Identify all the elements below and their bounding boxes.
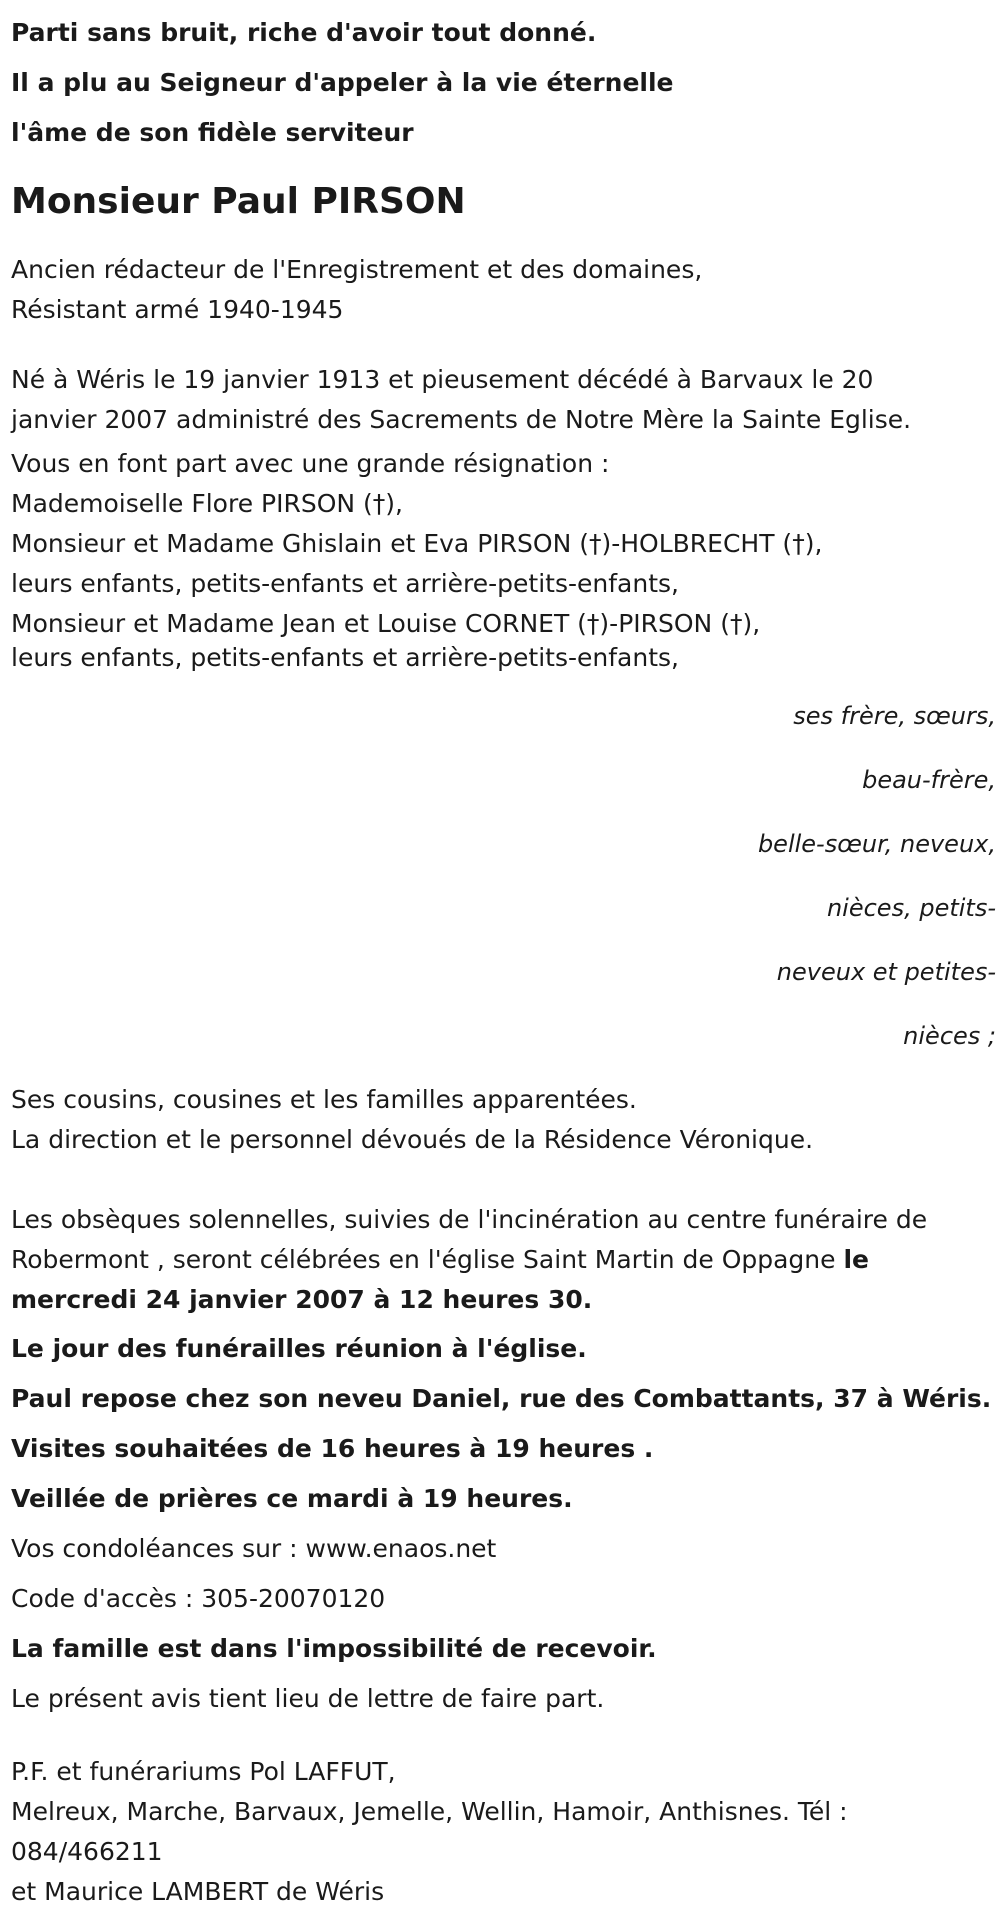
relation-line: beau-frère, (862, 766, 996, 794)
intro-block (11, 8, 996, 158)
relation-line: ses frère, sœurs, (793, 702, 996, 730)
funeral-line-regular: Robermont , seront célébrées en l'église Saint Martin de Oppagne (11, 1245, 844, 1274)
relation-line: nièces ; (903, 1022, 996, 1050)
family-line: leurs enfants, petits-enfants et arrière-petits-enfants, (11, 569, 679, 598)
title-line: Résistant armé 1940-1945 (11, 295, 344, 324)
others-block (11, 1080, 996, 1160)
intro-line: Parti sans bruit, riche d'avoir tout donné. (11, 18, 597, 47)
relation-line: nièces, petits- (826, 894, 996, 922)
funeral-line-bold: le (843, 1245, 870, 1274)
undertaker-line: 084/466211 (11, 1837, 163, 1866)
undertaker-line: Melreux, Marche, Barvaux, Jemelle, Wellin, Hamoir, Anthisnes. Tél : (11, 1797, 848, 1826)
undertaker-line: P.F. et funérariums Pol LAFFUT, (11, 1757, 396, 1786)
condolences-line: Vos condoléances sur : www.enaos.net (11, 1534, 497, 1563)
family-line: Monsieur et Madame Jean et Louise CORNET (†)-PIRSON (†), (11, 609, 761, 638)
intro-line: l'âme de son fidèle serviteur (11, 118, 414, 147)
funeral-line (11, 1240, 996, 1280)
intro-line: Il a plu au Seigneur d'appeler à la vie éternelle (11, 68, 674, 97)
funeral-date: mercredi 24 janvier 2007 à 12 heures 30. (11, 1285, 593, 1314)
others-line: La direction et le personnel dévoués de la Résidence Véronique. (11, 1125, 814, 1154)
undertaker-block (11, 1752, 996, 1912)
birth-death-line: janvier 2007 administré des Sacrements de Notre Mère la Sainte Eglise. (11, 405, 912, 434)
funeral-line: Les obsèques solennelles, suivies de l'incinération au centre funéraire de (11, 1205, 928, 1234)
birth-death-line: Né à Wéris le 19 janvier 1913 et pieusement décédé à Barvaux le 20 (11, 365, 874, 394)
title-line: Ancien rédacteur de l'Enregistrement et des domaines, (11, 255, 703, 284)
notice-line: Le présent avis tient lieu de lettre de faire part. (11, 1684, 605, 1713)
deceased-name: Monsieur Paul PIRSON (11, 181, 466, 222)
bold-note: Paul repose chez son neveu Daniel, rue des Combattants, 37 à Wéris. (11, 1384, 992, 1413)
family-block (11, 444, 996, 672)
funeral-block (11, 1200, 996, 1320)
relation-line: neveux et petites- (776, 958, 996, 986)
others-line: Ses cousins, cousines et les familles apparentées. (11, 1085, 637, 1114)
family-line: Vous en font part avec une grande résignation : (11, 449, 610, 478)
bold-note: Le jour des funérailles réunion à l'église. (11, 1334, 587, 1363)
access-code-line: Code d'accès : 305-20070120 (11, 1584, 386, 1613)
family-line: Monsieur et Madame Ghislain et Eva PIRSON (†)-HOLBRECHT (†), (11, 529, 823, 558)
relation-line: belle-sœur, neveux, (757, 830, 996, 858)
bold-note: Visites souhaitées de 16 heures à 19 heures . (11, 1434, 654, 1463)
titles-block (11, 250, 996, 330)
undertaker-line: et Maurice LAMBERT de Wéris (11, 1877, 385, 1906)
no-reception-line: La famille est dans l'impossibilité de recevoir. (11, 1634, 657, 1663)
family-line: Mademoiselle Flore PIRSON (†), (11, 489, 404, 518)
relations-block (11, 696, 996, 1056)
bold-note: Veillée de prières ce mardi à 19 heures. (11, 1484, 573, 1513)
bold-notes-block (11, 1324, 996, 1524)
family-line: leurs enfants, petits-enfants et arrière-petits-enfants, (11, 643, 679, 672)
birth-death-block (11, 360, 996, 440)
